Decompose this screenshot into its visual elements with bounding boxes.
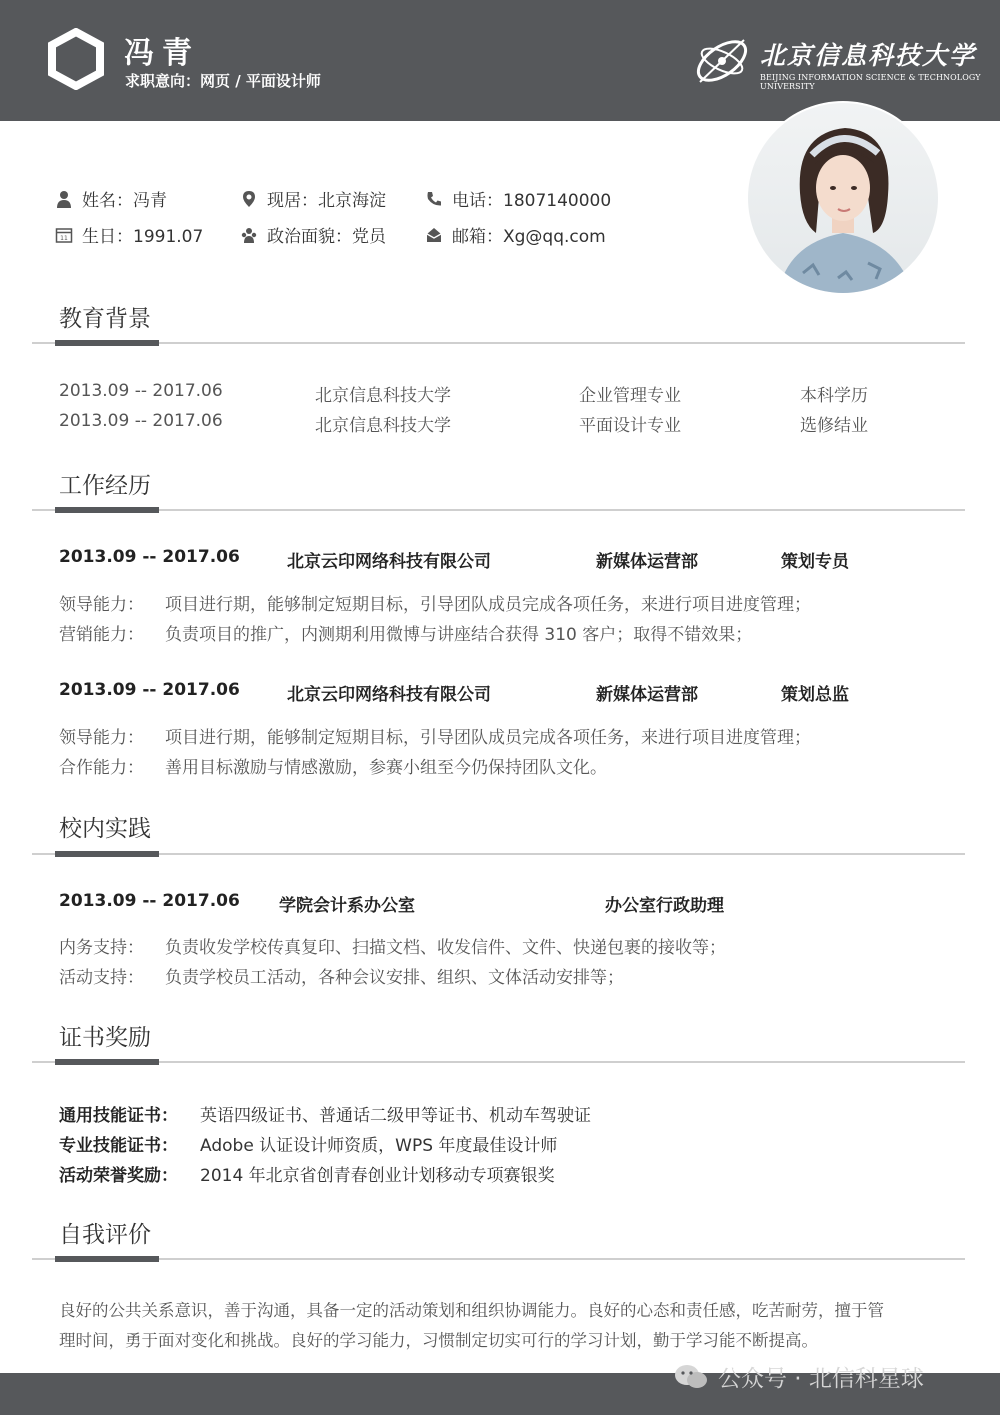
group-icon [240,226,258,244]
campus-period: 2013.09 -- 2017.06 [59,891,240,911]
edu-degree: 本科学历 [800,386,868,406]
phone-icon [425,190,443,208]
job-item-text: 善用目标激励与情感激励，参赛小组至今仍保持团队文化。 [165,758,607,778]
job-dept: 新媒体运营部 [596,685,698,705]
edu-school: 北京信息科技大学 [315,386,451,406]
job-intent: 求职意向：网页 / 平面设计师 [125,72,321,90]
info-politics [240,222,386,247]
section-title-self: 自我评价 [59,1222,151,1248]
watermark-text: 公众号 · 北信科星球 [718,1366,924,1392]
job-role: 策划专员 [781,552,849,572]
divider [32,509,965,511]
info-birth [55,222,203,247]
info-residence-text: 现居：北京海淀 [267,191,386,211]
edu-school: 北京信息科技大学 [315,416,451,436]
job-item-label: 领导能力： [59,728,144,748]
section-accent-bar [55,1059,159,1065]
edu-period: 2013.09 -- 2017.06 [59,381,223,401]
campus-role: 办公室行政助理 [605,896,724,916]
job-company: 北京云印网络科技有限公司 [287,552,491,572]
edu-major: 平面设计专业 [579,416,681,436]
person-icon [55,190,73,208]
self-eval-line: 理时间，勇于面对变化和挑战。良好的学习能力，习惯制定切实可行的学习计划，勤于学习能不断提高。 [59,1331,818,1350]
info-phone [425,186,611,211]
university-name-en: BEIJING INFORMATION SCIENCE & TECHNOLOGY UNIVERSITY [760,73,981,91]
campus-item-text: 负责学校员工活动，各种会议安排、组织、文体活动安排等； [165,968,624,988]
location-pin-icon [240,190,258,208]
svg-text:11: 11 [60,234,68,242]
job-role: 策划总监 [781,685,849,705]
edu-degree: 选修结业 [800,416,868,436]
info-name-text: 姓名：冯青 [82,191,167,211]
info-name [55,186,167,211]
campus-item-label: 内务支持： [59,938,144,958]
info-birth-text: 生日：1991.07 [82,227,204,247]
job-item-label: 营销能力： [59,625,144,645]
job-item-label: 领导能力： [59,595,144,615]
job-dept: 新媒体运营部 [596,552,698,572]
campus-org: 学院会计系办公室 [279,896,415,916]
calendar-icon [55,226,73,244]
section-accent-bar [55,1256,159,1262]
section-title-certs: 证书奖励 [59,1025,151,1051]
info-email-text: 邮箱：Xg@qq.com [452,227,606,247]
job-item-label: 合作能力： [59,758,144,778]
section-title-work: 工作经历 [59,473,151,499]
hexagon-logo-icon [48,28,104,90]
campus-item-text: 负责收发学校传真复印、扫描文档、收发信件、文件、快递包裹的接收等； [165,938,726,958]
job-item-text: 负责项目的推广，内测期利用微博与讲座结合获得 310 客户；取得不错效果； [165,625,753,645]
section-accent-bar [55,507,159,513]
cert-text: 2014 年北京省创青春创业计划移动专项赛银奖 [200,1166,555,1186]
job-period: 2013.09 -- 2017.06 [59,547,240,567]
job-item-text: 项目进行期，能够制定短期目标，引导团队成员完成各项任务，来进行项目进度管理； [165,595,811,615]
cert-label: 专业技能证书： [59,1136,178,1156]
job-item-text: 项目进行期，能够制定短期目标，引导团队成员完成各项任务，来进行项目进度管理； [165,728,811,748]
divider [32,1258,965,1260]
section-title-campus: 校内实践 [59,816,151,842]
university-emblem-icon [692,32,752,90]
avatar-photo [748,103,938,293]
info-phone-text: 电话：1807140000 [452,191,612,211]
section-title-education: 教育背景 [59,306,151,332]
cert-text: Adobe 认证设计师资质，WPS 年度最佳设计师 [200,1136,558,1156]
section-accent-bar [55,340,159,346]
edu-major: 企业管理专业 [579,386,681,406]
edu-period: 2013.09 -- 2017.06 [59,411,223,431]
divider [32,1061,965,1063]
divider [32,342,965,344]
info-email [425,222,606,247]
candidate-name: 冯青 [124,36,200,71]
campus-item-label: 活动支持： [59,968,144,988]
mail-icon [425,226,443,244]
watermark [674,1360,924,1393]
job-company: 北京云印网络科技有限公司 [287,685,491,705]
cert-text: 英语四级证书、普通话二级甲等证书、机动车驾驶证 [200,1106,591,1126]
section-accent-bar [55,851,159,857]
info-politics-text: 政治面貌：党员 [267,227,386,247]
info-residence [240,186,386,211]
divider [32,853,965,855]
job-period: 2013.09 -- 2017.06 [59,680,240,700]
cert-label: 活动荣誉奖励： [59,1166,178,1186]
self-eval-line: 良好的公共关系意识，善于沟通，具备一定的活动策划和组织协调能力。良好的心态和责任感，吃苦耐劳，擅于管 [59,1301,884,1320]
wechat-icon [674,1363,708,1391]
university-name-cn: 北京信息科技大学 [760,41,977,70]
cert-label: 通用技能证书： [59,1106,178,1126]
